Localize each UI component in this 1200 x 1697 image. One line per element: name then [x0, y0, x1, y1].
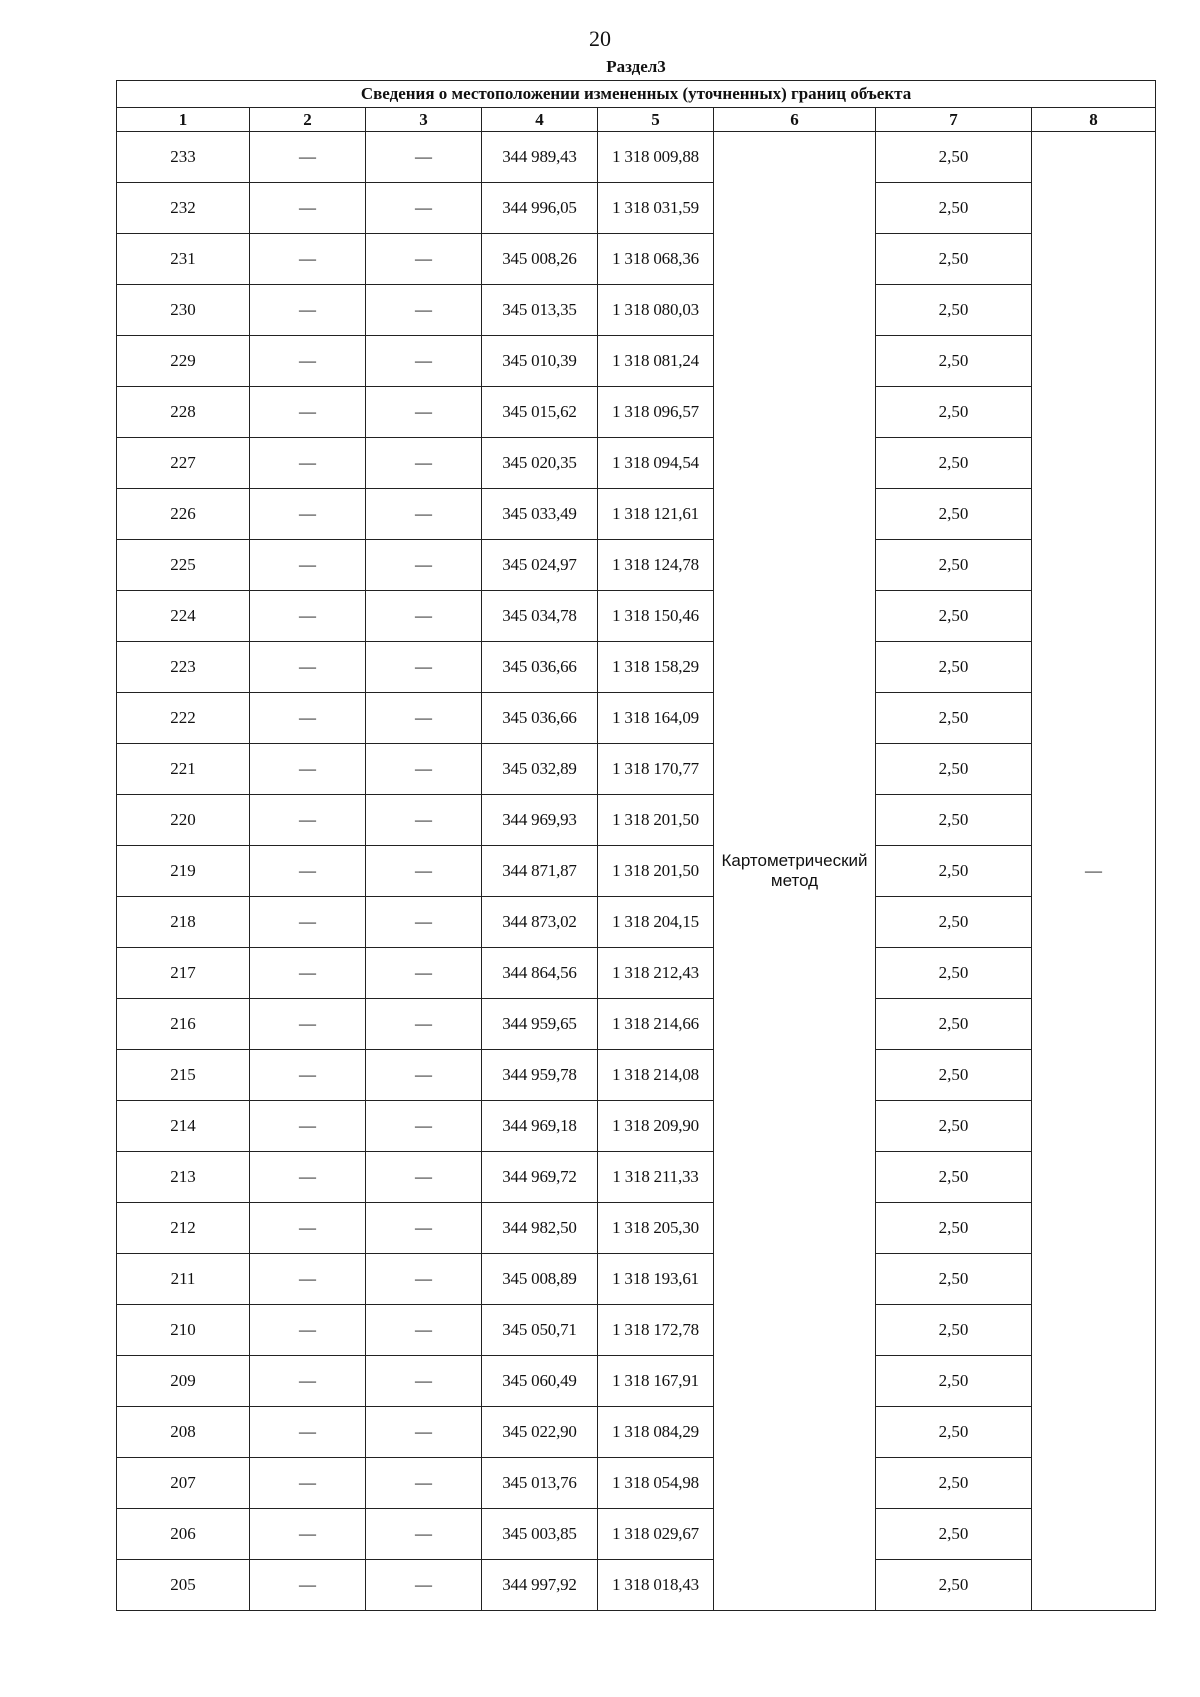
- table-row: [117, 387, 1156, 438]
- point-number-cell: 211: [117, 1254, 250, 1305]
- table-row: [117, 1407, 1156, 1458]
- point-number-cell: 207: [117, 1458, 250, 1509]
- table-row: [117, 438, 1156, 489]
- coordinate-x-cell: 344 997,92: [482, 1560, 598, 1611]
- table-row: [117, 1356, 1156, 1407]
- column-3-cell: —: [366, 1356, 482, 1407]
- coordinate-x-cell: 344 864,56: [482, 948, 598, 999]
- coordinate-x-cell: 345 036,66: [482, 642, 598, 693]
- point-number-cell: 228: [117, 387, 250, 438]
- column-3-cell: —: [366, 336, 482, 387]
- coordinate-x-cell: 345 013,35: [482, 285, 598, 336]
- coordinate-x-cell: 344 996,05: [482, 183, 598, 234]
- table-row: [117, 1050, 1156, 1101]
- coordinate-y-cell: 1 318 096,57: [598, 387, 714, 438]
- table-row: [117, 591, 1156, 642]
- accuracy-cell: 2,50: [876, 795, 1032, 846]
- coordinate-x-cell: 345 034,78: [482, 591, 598, 642]
- boundary-coordinates-table: [116, 80, 1156, 1611]
- point-number-cell: 233: [117, 132, 250, 183]
- table-body: [117, 132, 1156, 1611]
- column-3-cell: —: [366, 183, 482, 234]
- coordinate-y-cell: 1 318 029,67: [598, 1509, 714, 1560]
- column-3-cell: —: [366, 795, 482, 846]
- column-2-cell: —: [250, 948, 366, 999]
- coordinate-x-cell: 344 873,02: [482, 897, 598, 948]
- table-row: [117, 693, 1156, 744]
- accuracy-cell: 2,50: [876, 591, 1032, 642]
- table-row: [117, 1203, 1156, 1254]
- coordinate-x-cell: 345 024,97: [482, 540, 598, 591]
- coordinate-y-cell: 1 318 209,90: [598, 1101, 714, 1152]
- accuracy-cell: 2,50: [876, 234, 1032, 285]
- column-3-cell: —: [366, 387, 482, 438]
- coordinate-y-cell: 1 318 214,08: [598, 1050, 714, 1101]
- point-number-cell: 230: [117, 285, 250, 336]
- table-row: [117, 1254, 1156, 1305]
- coordinate-y-cell: 1 318 018,43: [598, 1560, 714, 1611]
- column-2-cell: —: [250, 1050, 366, 1101]
- column-2-cell: —: [250, 438, 366, 489]
- point-number-cell: 229: [117, 336, 250, 387]
- column-2-cell: —: [250, 1254, 366, 1305]
- coordinate-y-cell: 1 318 121,61: [598, 489, 714, 540]
- point-number-cell: 209: [117, 1356, 250, 1407]
- coordinate-x-cell: 344 959,78: [482, 1050, 598, 1101]
- coordinate-y-cell: 1 318 214,66: [598, 999, 714, 1050]
- column-2-cell: —: [250, 846, 366, 897]
- column-2-cell: —: [250, 132, 366, 183]
- column-3-cell: —: [366, 438, 482, 489]
- coordinate-y-cell: 1 318 172,78: [598, 1305, 714, 1356]
- coordinate-y-cell: 1 318 094,54: [598, 438, 714, 489]
- coordinate-y-cell: 1 318 080,03: [598, 285, 714, 336]
- coordinate-y-cell: 1 318 170,77: [598, 744, 714, 795]
- point-number-cell: 210: [117, 1305, 250, 1356]
- column-2-cell: —: [250, 1509, 366, 1560]
- method-cell: Картометрический метод: [714, 132, 876, 1611]
- point-number-cell: 205: [117, 1560, 250, 1611]
- column-3-cell: —: [366, 285, 482, 336]
- column-header-4: 4: [482, 108, 598, 132]
- point-number-cell: 226: [117, 489, 250, 540]
- table-row: [117, 285, 1156, 336]
- coordinate-y-cell: 1 318 164,09: [598, 693, 714, 744]
- accuracy-cell: 2,50: [876, 1560, 1032, 1611]
- coordinate-y-cell: 1 318 068,36: [598, 234, 714, 285]
- column-2-cell: —: [250, 234, 366, 285]
- table-row: [117, 489, 1156, 540]
- coordinate-x-cell: 344 969,93: [482, 795, 598, 846]
- column-3-cell: —: [366, 234, 482, 285]
- column-3-cell: —: [366, 846, 482, 897]
- column-3-cell: —: [366, 132, 482, 183]
- column-3-cell: —: [366, 642, 482, 693]
- column-2-cell: —: [250, 897, 366, 948]
- coordinate-y-cell: 1 318 167,91: [598, 1356, 714, 1407]
- column-header-5: 5: [598, 108, 714, 132]
- coordinate-x-cell: 344 969,18: [482, 1101, 598, 1152]
- accuracy-cell: 2,50: [876, 999, 1032, 1050]
- coordinate-y-cell: 1 318 158,29: [598, 642, 714, 693]
- accuracy-cell: 2,50: [876, 387, 1032, 438]
- column-header-2: 2: [250, 108, 366, 132]
- point-number-cell: 216: [117, 999, 250, 1050]
- coordinate-x-cell: 345 008,26: [482, 234, 598, 285]
- table-row: [117, 999, 1156, 1050]
- accuracy-cell: 2,50: [876, 1509, 1032, 1560]
- coordinate-x-cell: 345 010,39: [482, 336, 598, 387]
- point-number-cell: 227: [117, 438, 250, 489]
- accuracy-cell: 2,50: [876, 1050, 1032, 1101]
- column-2-cell: —: [250, 1458, 366, 1509]
- table-row: [117, 234, 1156, 285]
- coordinate-x-cell: 344 982,50: [482, 1203, 598, 1254]
- column-3-cell: —: [366, 897, 482, 948]
- point-number-cell: 225: [117, 540, 250, 591]
- column-3-cell: —: [366, 1509, 482, 1560]
- coordinate-y-cell: 1 318 009,88: [598, 132, 714, 183]
- coordinate-x-cell: 345 020,35: [482, 438, 598, 489]
- column-2-cell: —: [250, 183, 366, 234]
- column-2-cell: —: [250, 489, 366, 540]
- coordinate-y-cell: 1 318 201,50: [598, 795, 714, 846]
- coordinate-x-cell: 344 969,72: [482, 1152, 598, 1203]
- point-number-cell: 206: [117, 1509, 250, 1560]
- point-number-cell: 231: [117, 234, 250, 285]
- column-2-cell: —: [250, 336, 366, 387]
- column-2-cell: —: [250, 1407, 366, 1458]
- column-header-3: 3: [366, 108, 482, 132]
- accuracy-cell: 2,50: [876, 1152, 1032, 1203]
- column-2-cell: —: [250, 1560, 366, 1611]
- table-row: [117, 1101, 1156, 1152]
- table-row: [117, 744, 1156, 795]
- coordinate-y-cell: 1 318 212,43: [598, 948, 714, 999]
- coordinate-x-cell: 345 008,89: [482, 1254, 598, 1305]
- point-number-cell: 212: [117, 1203, 250, 1254]
- column-2-cell: —: [250, 1101, 366, 1152]
- accuracy-cell: 2,50: [876, 285, 1032, 336]
- accuracy-cell: 2,50: [876, 693, 1032, 744]
- point-number-cell: 222: [117, 693, 250, 744]
- point-number-cell: 220: [117, 795, 250, 846]
- coordinate-y-cell: 1 318 081,24: [598, 336, 714, 387]
- column-3-cell: —: [366, 948, 482, 999]
- column-3-cell: —: [366, 1458, 482, 1509]
- column-3-cell: —: [366, 1203, 482, 1254]
- coordinate-y-cell: 1 318 193,61: [598, 1254, 714, 1305]
- column-2-cell: —: [250, 999, 366, 1050]
- coordinate-y-cell: 1 318 211,33: [598, 1152, 714, 1203]
- coordinate-x-cell: 344 871,87: [482, 846, 598, 897]
- column-2-cell: —: [250, 693, 366, 744]
- accuracy-cell: 2,50: [876, 897, 1032, 948]
- point-number-cell: 213: [117, 1152, 250, 1203]
- accuracy-cell: 2,50: [876, 1407, 1032, 1458]
- column-2-cell: —: [250, 285, 366, 336]
- table-row: [117, 846, 1156, 897]
- column-2-cell: —: [250, 642, 366, 693]
- point-number-cell: 208: [117, 1407, 250, 1458]
- coordinate-x-cell: 345 060,49: [482, 1356, 598, 1407]
- table-row: [117, 336, 1156, 387]
- accuracy-cell: 2,50: [876, 744, 1032, 795]
- coordinate-y-cell: 1 318 124,78: [598, 540, 714, 591]
- column-2-cell: —: [250, 387, 366, 438]
- coordinate-y-cell: 1 318 150,46: [598, 591, 714, 642]
- column-3-cell: —: [366, 1050, 482, 1101]
- table-row: [117, 183, 1156, 234]
- point-number-cell: 214: [117, 1101, 250, 1152]
- coordinate-x-cell: 345 013,76: [482, 1458, 598, 1509]
- column-3-cell: —: [366, 540, 482, 591]
- column-2-cell: —: [250, 540, 366, 591]
- accuracy-cell: 2,50: [876, 183, 1032, 234]
- table-row: [117, 1509, 1156, 1560]
- accuracy-cell: 2,50: [876, 1356, 1032, 1407]
- table-row: [117, 132, 1156, 183]
- column-2-cell: —: [250, 1305, 366, 1356]
- column-2-cell: —: [250, 795, 366, 846]
- coordinate-x-cell: 345 015,62: [482, 387, 598, 438]
- accuracy-cell: 2,50: [876, 438, 1032, 489]
- coordinate-x-cell: 345 036,66: [482, 693, 598, 744]
- table-row: [117, 1152, 1156, 1203]
- column-3-cell: —: [366, 591, 482, 642]
- table-row: [117, 540, 1156, 591]
- accuracy-cell: 2,50: [876, 1305, 1032, 1356]
- column-2-cell: —: [250, 1356, 366, 1407]
- point-number-cell: 223: [117, 642, 250, 693]
- accuracy-cell: 2,50: [876, 1101, 1032, 1152]
- coordinate-y-cell: 1 318 031,59: [598, 183, 714, 234]
- column-header-1: 1: [117, 108, 250, 132]
- column-3-cell: —: [366, 1407, 482, 1458]
- point-number-cell: 217: [117, 948, 250, 999]
- note-cell: —: [1032, 132, 1156, 1611]
- coordinate-x-cell: 345 033,49: [482, 489, 598, 540]
- accuracy-cell: 2,50: [876, 336, 1032, 387]
- accuracy-cell: 2,50: [876, 489, 1032, 540]
- point-number-cell: 224: [117, 591, 250, 642]
- coordinate-x-cell: 345 003,85: [482, 1509, 598, 1560]
- column-2-cell: —: [250, 1152, 366, 1203]
- accuracy-cell: 2,50: [876, 642, 1032, 693]
- coordinate-x-cell: 345 050,71: [482, 1305, 598, 1356]
- column-3-cell: —: [366, 693, 482, 744]
- column-3-cell: —: [366, 1152, 482, 1203]
- coordinate-x-cell: 345 022,90: [482, 1407, 598, 1458]
- accuracy-cell: 2,50: [876, 1458, 1032, 1509]
- column-header-6: 6: [714, 108, 876, 132]
- column-2-cell: —: [250, 1203, 366, 1254]
- column-3-cell: —: [366, 1101, 482, 1152]
- coordinate-y-cell: 1 318 054,98: [598, 1458, 714, 1509]
- column-3-cell: —: [366, 999, 482, 1050]
- accuracy-cell: 2,50: [876, 948, 1032, 999]
- column-3-cell: —: [366, 1305, 482, 1356]
- point-number-cell: 215: [117, 1050, 250, 1101]
- accuracy-cell: 2,50: [876, 540, 1032, 591]
- section-title: Раздел3: [606, 57, 666, 76]
- column-3-cell: —: [366, 744, 482, 795]
- column-header-7: 7: [876, 108, 1032, 132]
- column-3-cell: —: [366, 1254, 482, 1305]
- coordinate-y-cell: 1 318 201,50: [598, 846, 714, 897]
- table-row: [117, 1458, 1156, 1509]
- column-2-cell: —: [250, 591, 366, 642]
- column-header-8: 8: [1032, 108, 1156, 132]
- point-number-cell: 221: [117, 744, 250, 795]
- coordinate-x-cell: 344 959,65: [482, 999, 598, 1050]
- table-row: [117, 1305, 1156, 1356]
- table-row: [117, 795, 1156, 846]
- column-3-cell: —: [366, 1560, 482, 1611]
- column-3-cell: —: [366, 489, 482, 540]
- coordinate-y-cell: 1 318 084,29: [598, 1407, 714, 1458]
- table-caption: Сведения о местоположении измененных (уточненных) границ объекта: [117, 81, 1156, 108]
- column-2-cell: —: [250, 744, 366, 795]
- point-number-cell: 218: [117, 897, 250, 948]
- coordinate-x-cell: 345 032,89: [482, 744, 598, 795]
- coordinate-y-cell: 1 318 205,30: [598, 1203, 714, 1254]
- accuracy-cell: 2,50: [876, 1254, 1032, 1305]
- page-number: 20: [589, 26, 611, 51]
- table-row: [117, 1560, 1156, 1611]
- table-row: [117, 642, 1156, 693]
- coordinate-y-cell: 1 318 204,15: [598, 897, 714, 948]
- accuracy-cell: 2,50: [876, 132, 1032, 183]
- point-number-cell: 232: [117, 183, 250, 234]
- accuracy-cell: 2,50: [876, 846, 1032, 897]
- table-row: [117, 897, 1156, 948]
- table-row: [117, 948, 1156, 999]
- accuracy-cell: 2,50: [876, 1203, 1032, 1254]
- point-number-cell: 219: [117, 846, 250, 897]
- coordinate-x-cell: 344 989,43: [482, 132, 598, 183]
